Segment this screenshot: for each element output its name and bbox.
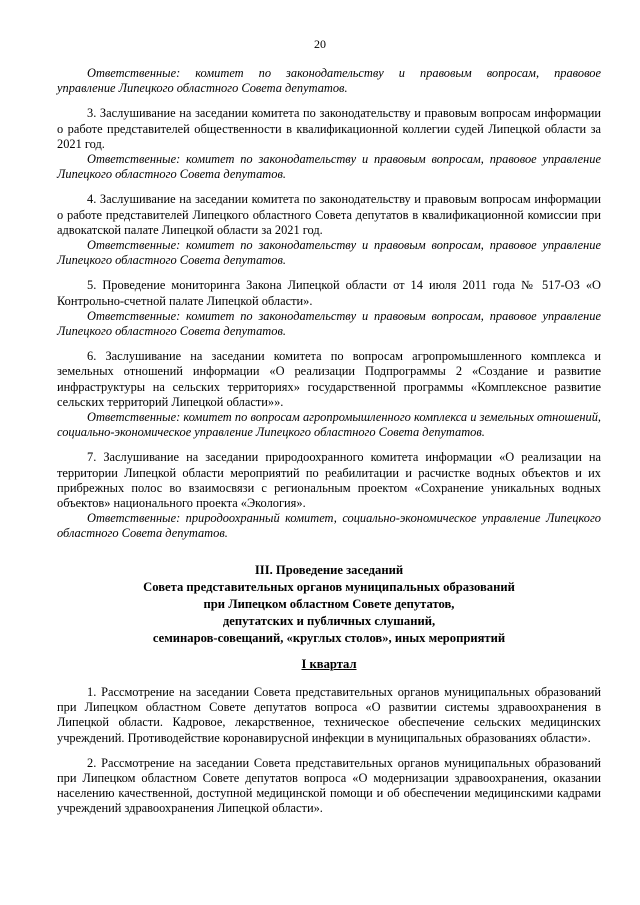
section-heading-line: III. Проведение заседаний [254, 562, 404, 577]
responsible-line: Ответственные: комитет по законодательству и правовым вопросам, правовое [87, 66, 601, 80]
section-heading-line: семинаров-совещаний, «круглых столов», иных мероприятий [152, 630, 506, 645]
plan-item-6: 6. Заслушивание на заседании комитета по вопросам агропромышленного комплекса и земельных отношений информации «О реализации Подпрограммы 2 «Создание и развитие инфраструктуры на сельских территориях» государственной программы «Комплексное развитие сельских территорий Липецкой области»». [57, 349, 601, 409]
section-heading-line: Совета представительных органов муниципальных образований [143, 579, 515, 594]
page-content [57, 66, 601, 817]
page-number: 20 [314, 37, 326, 51]
responsible-3: Ответственные: комитет по законодательству и правовым вопросам, правовое управление Липецкого областного Совета депутатов. [57, 152, 601, 182]
responsible-6: Ответственные: комитет по вопросам агропромышленного комплекса и земельных отношений, социально-экономическое управление Липецкого областного Совета депутатов. [57, 410, 601, 440]
section-heading-line: при Липецком областном Совете депутатов, [203, 596, 455, 611]
responsible-5: Ответственные: комитет по законодательству и правовым вопросам, правовое управление Липецкого областного Совета депутатов. [57, 308, 601, 339]
quarter-heading: I квартал [301, 656, 357, 671]
responsible-4: Ответственные: комитет по законодательству и правовым вопросам, правовое управление Липецкого областного Совета депутатов. [57, 238, 601, 268]
responsible-line: управление Липецкого областного Совета депутатов. [57, 81, 348, 96]
section-heading [57, 562, 601, 647]
plan-item-5: 5. Проведение мониторинга Закона Липецкой области от 14 июля 2011 года № 517-ОЗ «О Контрольно-счетной палате Липецкой области». [57, 278, 601, 308]
plan-item-7: 7. Заслушивание на заседании природоохранного комитета информации «О реализации на территории Липецкой области мероприятий по реабилитации и расчистке водных объектов и их прибрежных полос во взаимосвязи с региональным проектом «Сохранение уникальных водных объектов» национального проекта «Экология». [57, 450, 601, 511]
section-heading-line: депутатских и публичных слушаний, [222, 613, 436, 628]
plan-item-3: 3. Заслушивание на заседании комитета по законодательству и правовым вопросам информации о работе представителей общественности в квалификационной коллегии судей Липецкой области за 2021 год. [57, 106, 601, 151]
responsible-7: Ответственные: природоохранный комитет, социально-экономическое управление Липецкого областного Совета депутатов. [57, 511, 601, 541]
quarter-item-1: 1. Рассмотрение на заседании Совета представительных органов муниципальных образований при Липецком областном Совете депутатов вопроса «О развитии системы здравоохранения в Липецкой области. Кадровое, лекарственное, техническое обеспечение сельских медицинских учреждений. Противодействие коронавирусной инфекции в муниципальных образованиях области». [57, 684, 601, 745]
plan-item-4: 4. Заслушивание на заседании комитета по законодательству и правовым вопросам информации о работе представителей Липецкого областного Совета депутатов в квалификационной комиссии при адвокатской палате Липецкой области за 2021 год. [57, 192, 601, 237]
quarter-item-2: 2. Рассмотрение на заседании Совета представительных органов муниципальных образований при Липецком областном Совете депутатов вопроса «О модернизации здравоохранения, оказании населению качественной, доступной медицинской помощи и об обеспечении медицинскими кадрами учреждений здравоохранения Липецкой области». [57, 755, 601, 816]
